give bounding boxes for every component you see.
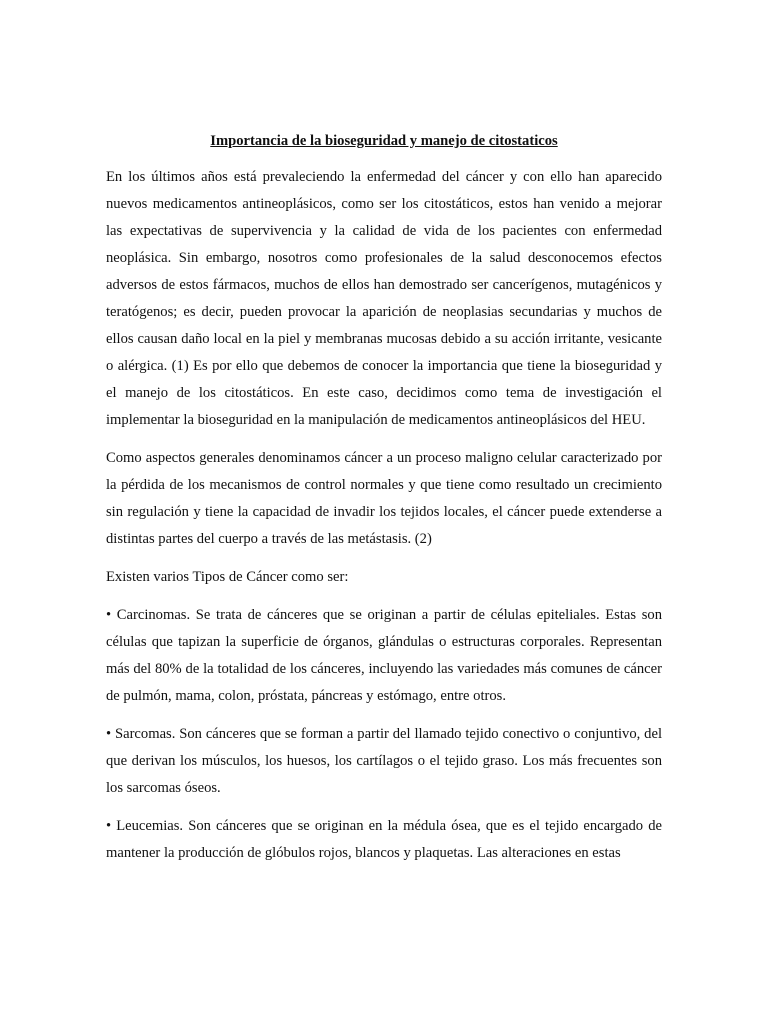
paragraph-intro: En los últimos años está prevaleciendo la enfermedad del cáncer y con ello han aparecido nuevos medicamentos antineoplásicos, como ser los citostáticos, estos han venido a mejorar las expectativas de supervivencia y la calidad de vida de los pacientes con enfermedad neoplásica. Sin embargo, nosotros como profesionales de la salud desconocemos efectos adversos de estos fármacos, muchos de ellos han demostrado ser cancerígenos, mutagénicos y teratógenos; es decir, pueden provocar la aparición de neoplasias secundarias y muchos de ellos causan daño local en la piel y membranas mucosas debido a su acción irritante, vesicante o alérgica. (1) Es por ello que debemos de conocer la importancia que tiene la bioseguridad y el manejo de los citostáticos. En este caso, decidimos como tema de investigación el implementar la bioseguridad en la manipulación de medicamentos antineoplásicos del HEU. [106, 169, 662, 428]
paragraph-leukemias: • Leucemias. Son cánceres que se originan en la médula ósea, que es el tejido encargado de mantener la producción de glóbulos rojos, blancos y plaquetas. Las alteraciones en estas [106, 818, 662, 861]
paragraph-general-aspects: Como aspectos generales denominamos cáncer a un proceso maligno celular caracterizado por la pérdida de los mecanismos de control normales y que tiene como resultado un crecimiento sin regulación y tiene la capacidad de invadir los tejidos locales, el cáncer puede extenderse a distintas partes del cuerpo a través de las metástasis. (2) [106, 450, 662, 547]
document-title: Importancia de la bioseguridad y manejo de citostaticos [210, 133, 558, 149]
document-body [106, 128, 662, 878]
paragraph-cancer-types-intro: Existen varios Tipos de Cáncer como ser: [106, 569, 349, 585]
paragraph-sarcomas: • Sarcomas. Son cánceres que se forman a partir del llamado tejido conectivo o conjuntivo, del que derivan los músculos, los huesos, los cartílagos o el tejido graso. Los más frecuentes son los sarcomas óseos. [106, 726, 662, 796]
paragraph-carcinomas: • Carcinomas. Se trata de cánceres que se originan a partir de células epiteliales. Estas son células que tapizan la superficie de órganos, glándulas o estructuras corporales. Representan más del 80% de la totalidad de los cánceres, incluyendo las variedades más comunes de cáncer de pulmón, mama, colon, próstata, páncreas y estómago, entre otros. [106, 607, 662, 704]
